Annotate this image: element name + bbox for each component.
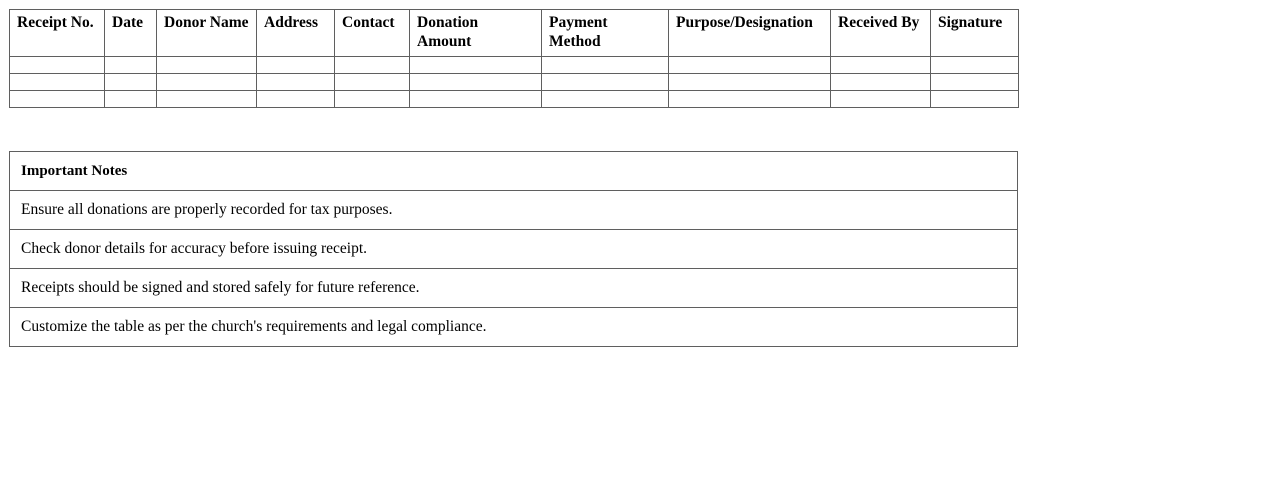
column-header-donation-amount <box>410 10 542 57</box>
cell-receipt-no[interactable] <box>10 57 105 74</box>
cell-purpose-designation[interactable] <box>669 74 831 91</box>
important-notes-table-container <box>9 151 1018 347</box>
cell-payment-method[interactable] <box>542 57 669 74</box>
column-header-payment-method <box>542 10 669 57</box>
notes-header-row <box>10 152 1018 191</box>
column-header-received-by <box>831 10 931 57</box>
important-notes-header: Important Notes <box>10 152 1018 191</box>
table-body <box>10 57 1019 108</box>
note-item: Ensure all donations are properly recorded for tax purposes. <box>10 191 1018 230</box>
cell-contact[interactable] <box>335 57 410 74</box>
donation-records-table <box>9 9 1019 108</box>
column-header-contact <box>335 10 410 57</box>
table-row[interactable] <box>10 57 1019 74</box>
cell-receipt-no[interactable] <box>10 91 105 108</box>
cell-donation-amount[interactable] <box>410 74 542 91</box>
note-item: Receipts should be signed and stored safely for future reference. <box>10 269 1018 308</box>
column-header-date <box>105 10 157 57</box>
column-header-signature-label: Signature <box>938 14 1003 31</box>
cell-purpose-designation[interactable] <box>669 57 831 74</box>
cell-contact[interactable] <box>335 74 410 91</box>
cell-payment-method[interactable] <box>542 74 669 91</box>
cell-donor-name[interactable] <box>157 57 257 74</box>
notes-row <box>10 191 1018 230</box>
cell-date[interactable] <box>105 57 157 74</box>
table-row[interactable] <box>10 91 1019 108</box>
column-header-received-by-label: Received By <box>838 14 920 31</box>
cell-date[interactable] <box>105 91 157 108</box>
cell-donor-name[interactable] <box>157 74 257 91</box>
donation-records-table-container <box>9 9 1019 108</box>
cell-received-by[interactable] <box>831 91 931 108</box>
cell-received-by[interactable] <box>831 57 931 74</box>
notes-row <box>10 269 1018 308</box>
table-header-row-group <box>10 10 1019 57</box>
cell-address[interactable] <box>257 91 335 108</box>
column-header-payment-method-label: Payment Method <box>549 14 608 50</box>
cell-donor-name[interactable] <box>157 91 257 108</box>
cell-contact[interactable] <box>335 91 410 108</box>
column-header-contact-label: Contact <box>342 14 395 31</box>
column-header-receipt-no <box>10 10 105 57</box>
note-item: Customize the table as per the church's requirements and legal compliance. <box>10 308 1018 347</box>
column-header-purpose-designation-label: Purpose/Designation <box>676 14 813 31</box>
cell-purpose-designation[interactable] <box>669 91 831 108</box>
cell-signature[interactable] <box>931 74 1019 91</box>
column-header-address <box>257 10 335 57</box>
table-row[interactable] <box>10 74 1019 91</box>
cell-signature[interactable] <box>931 91 1019 108</box>
column-header-signature <box>931 10 1019 57</box>
column-header-address-label: Address <box>264 14 318 31</box>
note-item: Check donor details for accuracy before issuing receipt. <box>10 230 1018 269</box>
cell-donation-amount[interactable] <box>410 91 542 108</box>
cell-payment-method[interactable] <box>542 91 669 108</box>
important-notes-table <box>9 151 1018 347</box>
table-header-row <box>10 10 1019 57</box>
column-header-donor-name-label: Donor Name <box>164 14 249 31</box>
notes-row <box>10 308 1018 347</box>
column-header-donor-name <box>157 10 257 57</box>
cell-date[interactable] <box>105 74 157 91</box>
cell-donation-amount[interactable] <box>410 57 542 74</box>
important-notes-body <box>10 152 1018 347</box>
column-header-date-label: Date <box>112 14 143 31</box>
notes-row <box>10 230 1018 269</box>
cell-received-by[interactable] <box>831 74 931 91</box>
cell-signature[interactable] <box>931 57 1019 74</box>
cell-receipt-no[interactable] <box>10 74 105 91</box>
column-header-receipt-no-label: Receipt No. <box>17 14 94 31</box>
column-header-donation-amount-label: Donation Amount <box>417 14 479 50</box>
cell-address[interactable] <box>257 57 335 74</box>
cell-address[interactable] <box>257 74 335 91</box>
column-header-purpose-designation <box>669 10 831 57</box>
